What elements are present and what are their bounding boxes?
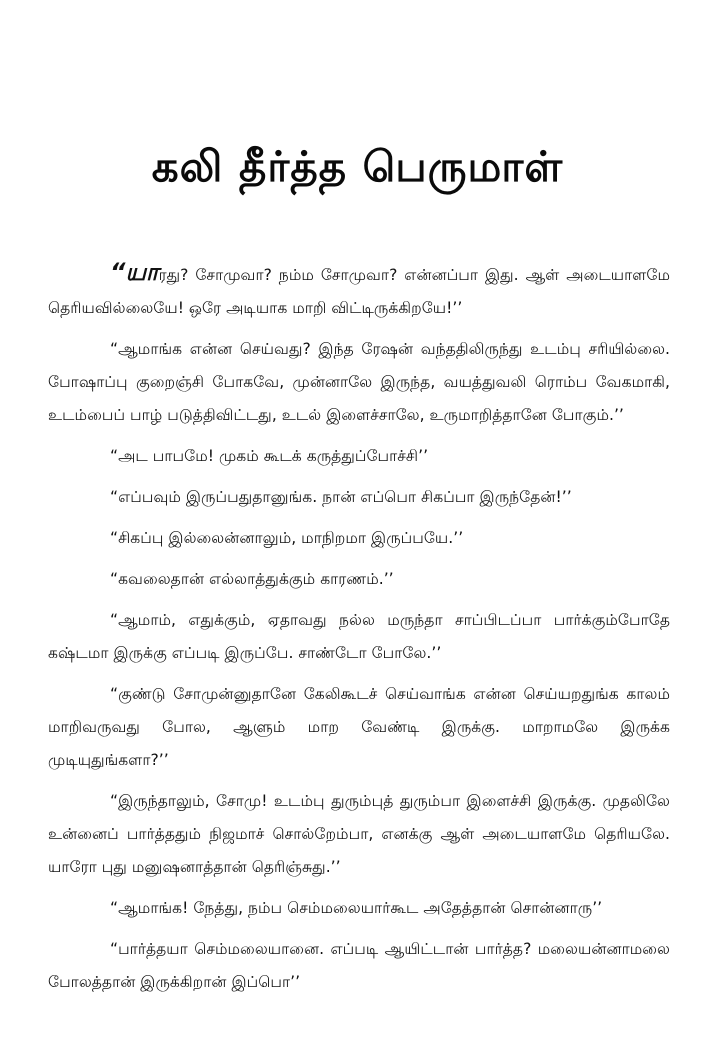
paragraph-7: “ஆமாம், எதுக்கும், ஏதாவது நல்ல மருந்தா சாப்பிடப்பா பார்க்கும்போதே கஷ்டமா இருக்கு எப்படி இருப்பே. சாண்டோ போலே.’’ — [48, 611, 670, 662]
paragraph-10: “ஆமாங்க! நேத்து, நம்ப செம்மலையார்கூட அதேத்தான் சொன்னாரு’’ — [110, 899, 603, 917]
paragraph-5: “சிகப்பு இல்லைன்னாலும், மாநிறமா இருப்பயே.’’ — [110, 529, 464, 547]
paragraph-8: “குண்டு சோமுன்னுதானே கேலிகூடச் செய்வாங்க என்ன செய்யறதுங்க காலம் மாறிவருவது போல, ஆளும் மாற வேண்டி இருக்கு. மாறாமலே இருக்க முடியுதுங்களா?’’ — [48, 685, 670, 769]
story-body — [48, 256, 670, 1007]
paragraph-4: “எப்பவும் இருப்பதுதானுங்க. நான் எப்பொ சிகப்பா இருந்தேன்!’’ — [110, 488, 572, 506]
paragraph-6: “கவலைதான் எல்லாத்துக்கும் காரணம்.’’ — [110, 570, 394, 588]
opening-drop-letter: “யா — [110, 258, 159, 286]
paragraph-3: “அட பாபமே! முகம் கூடக் கருத்துப்போச்சி’’ — [110, 447, 429, 465]
paragraph-11: “பார்த்தயா செம்மலையானை. எப்படி ஆயிட்டான் பார்த்த? மலையன்னாமலை போலத்தான் இருக்கிறான் இப்பொ’’ — [48, 940, 670, 991]
chapter-title: கலி தீர்த்த பெருமாள் — [151, 142, 564, 191]
paragraph-1-text: ரது? சோமுவா? நம்ம சோமுவா? என்னப்பா இது. ஆள் அடையாளமே தெரியவில்லையே! ஒரே அடியாக மாறி விட்டிருக்கிறயே!’’ — [48, 266, 670, 317]
paragraph-2: “ஆமாங்க என்ன செய்வது? இந்த ரேஷன் வந்ததிலிருந்து உடம்பு சரியில்லை. போஷாப்பு குறைஞ்சி போகவே, முன்னாலே இருந்த, வயத்துவலி ரொம்ப வேகமாகி, உடம்பைப் பாழ் படுத்திவிட்டது, உடல் இளைச்சாலே, உருமாறித்தானே போகும்.’’ — [48, 340, 670, 424]
paragraph-9: “இருந்தாலும், சோமு! உடம்பு துரும்புத் துரும்பா இளைச்சி இருக்கு. முதலிலே உன்னைப் பார்த்ததும் நிஜமாச் சொல்றேம்பா, எனக்கு ஆள் அடையாளமே தெரியலே. யாரோ புது மனுஷனாத்தான் தெரிஞ்சுது.’’ — [48, 792, 670, 876]
paragraph-1 — [48, 256, 670, 325]
